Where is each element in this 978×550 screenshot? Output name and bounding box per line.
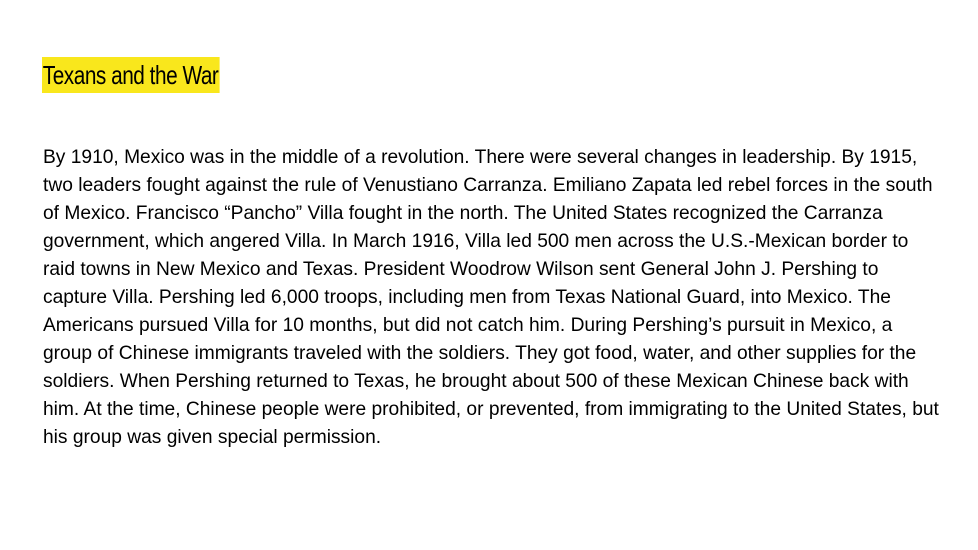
slide-title: Texans and the War bbox=[42, 57, 220, 93]
slide-body-text: By 1910, Mexico was in the middle of a revolution. There were several changes in leadership. By 1915, two leaders fought against the rule of Venustiano Carranza. Emiliano Zapata led rebel forces in the south of Mexico. Francisco “Pancho” Villa fought in the north. The United States recognized the Carranza government, which angered Villa. In March 1916, Villa led 500 men across the U.S.-Mexican border to raid towns in New Mexico and Texas. President Woodrow Wilson sent General John J. Pershing to capture Villa. Pershing led 6,000 troops, including men from Texas National Guard, into Mexico. The Americans pursued Villa for 10 months, but did not catch him. During Pershing’s pursuit in Mexico, a group of Chinese immigrants traveled with the soldiers. They got food, water, and other supplies for the soldiers. When Pershing returned to Texas, he brought about 500 of these Mexican Chinese back with him. At the time, Chinese people were prohibited, or prevented, from immigrating to the United States, but his group was given special permission. bbox=[43, 147, 939, 448]
